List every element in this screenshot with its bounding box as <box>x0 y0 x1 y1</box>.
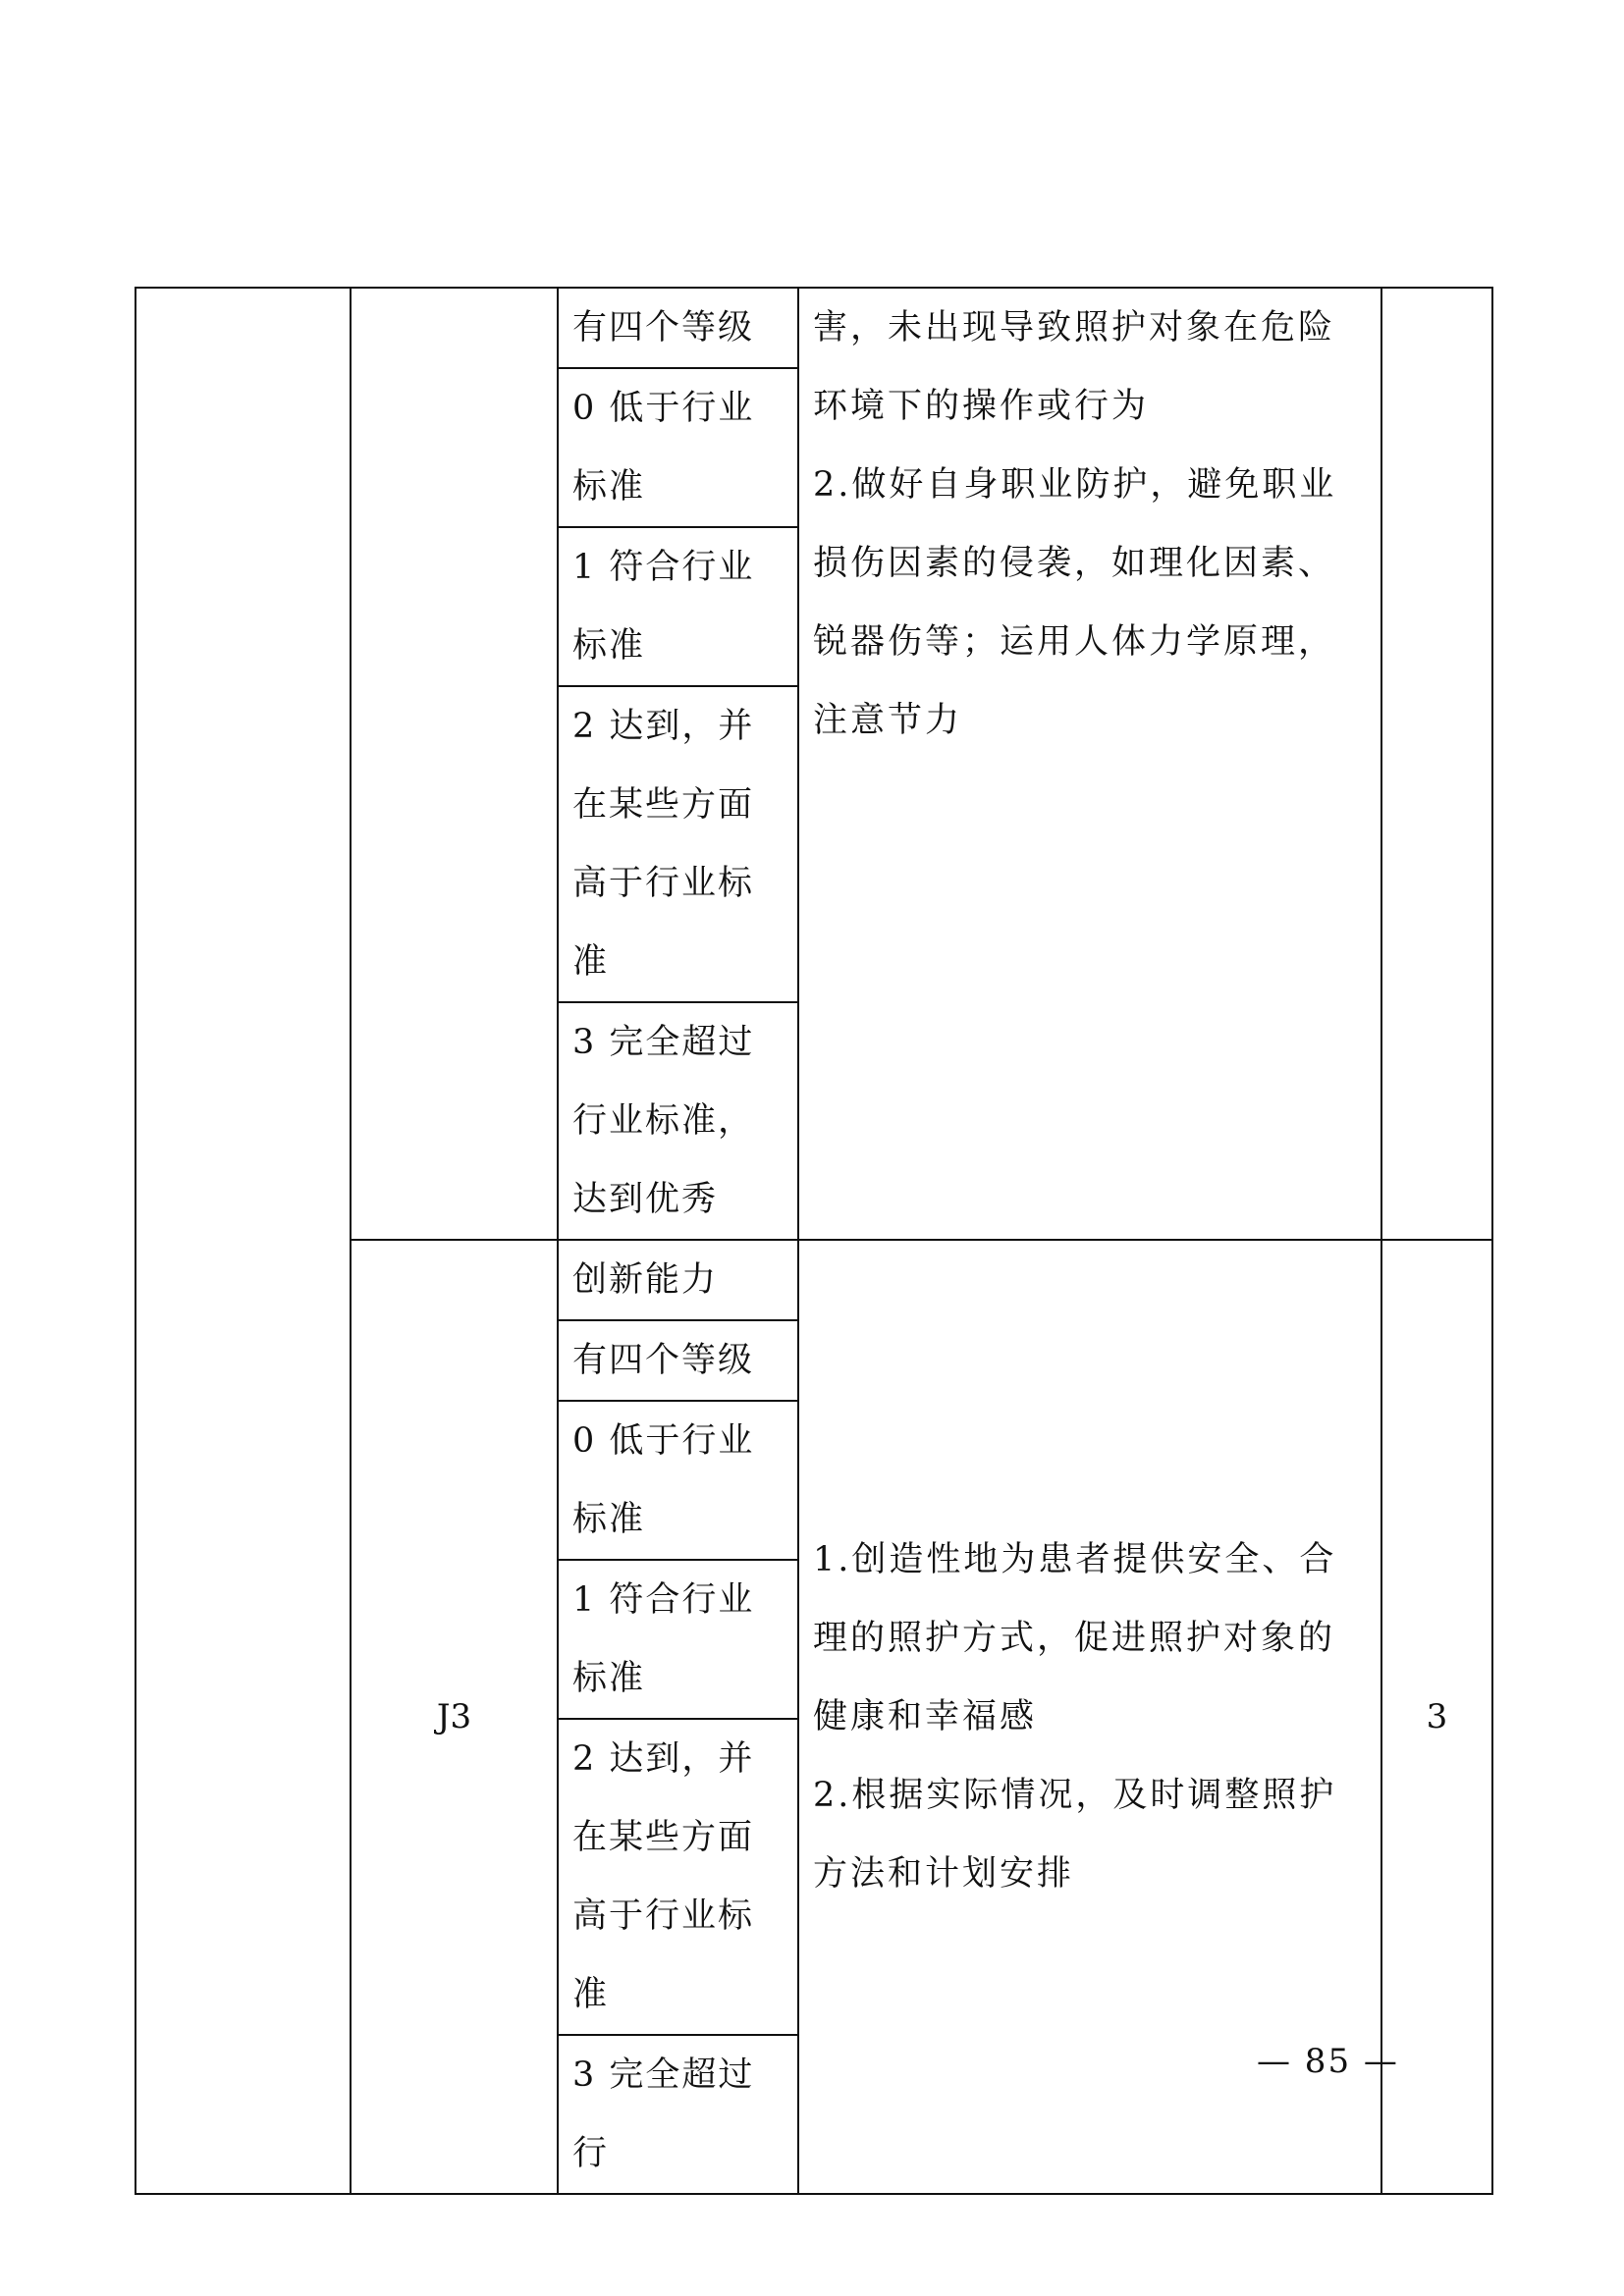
subitem-cell: 有四个等级 <box>558 288 798 368</box>
subitem-cell: 2 达到，并在某些方面高于行业标准 <box>558 686 798 1002</box>
assessment-table-container <box>135 287 1491 2195</box>
subitem-cell: 有四个等级 <box>558 1320 798 1401</box>
subitem-cell: 3 完全超过行 <box>558 2035 798 2194</box>
description-paragraph: 2.根据实际情况，及时调整照护方法和计划安排 <box>813 1776 1337 1894</box>
page-number: — 85 — <box>1257 2042 1399 2081</box>
subitem-cell: 2 达到，并在某些方面高于行业标准 <box>558 1719 798 2035</box>
subitem-cell: 3 完全超过行业标准，达到优秀 <box>558 1002 798 1240</box>
description-cell <box>798 288 1381 1240</box>
code-cell-empty <box>351 288 558 1240</box>
description-paragraph: 害，未出现导致照护对象在危险环境下的操作或行为 <box>813 308 1336 426</box>
item-code-cell: J3 <box>351 1240 558 2194</box>
subitem-cell: 创新能力 <box>558 1240 798 1320</box>
subitem-cell: 0 低于行业标准 <box>558 368 798 527</box>
description-paragraph: 2.做好自身职业防护，避免职业损伤因素的侵袭，如理化因素、锐器伤等；运用人体力学原理，注意节力 <box>813 465 1337 740</box>
score-cell-empty <box>1381 288 1492 1240</box>
assessment-table <box>135 287 1493 2195</box>
subitem-cell: 1 符合行业标准 <box>558 1560 798 1719</box>
subitem-cell: 0 低于行业标准 <box>558 1401 798 1560</box>
description-paragraph: 1.创造性地为患者提供安全、合理的照护方式，促进照护对象的健康和幸福感 <box>813 1540 1337 1736</box>
category-cell <box>135 288 351 2194</box>
subitem-cell: 1 符合行业标准 <box>558 527 798 686</box>
table-row <box>135 288 1492 368</box>
score-cell: 3 <box>1381 1240 1492 2194</box>
